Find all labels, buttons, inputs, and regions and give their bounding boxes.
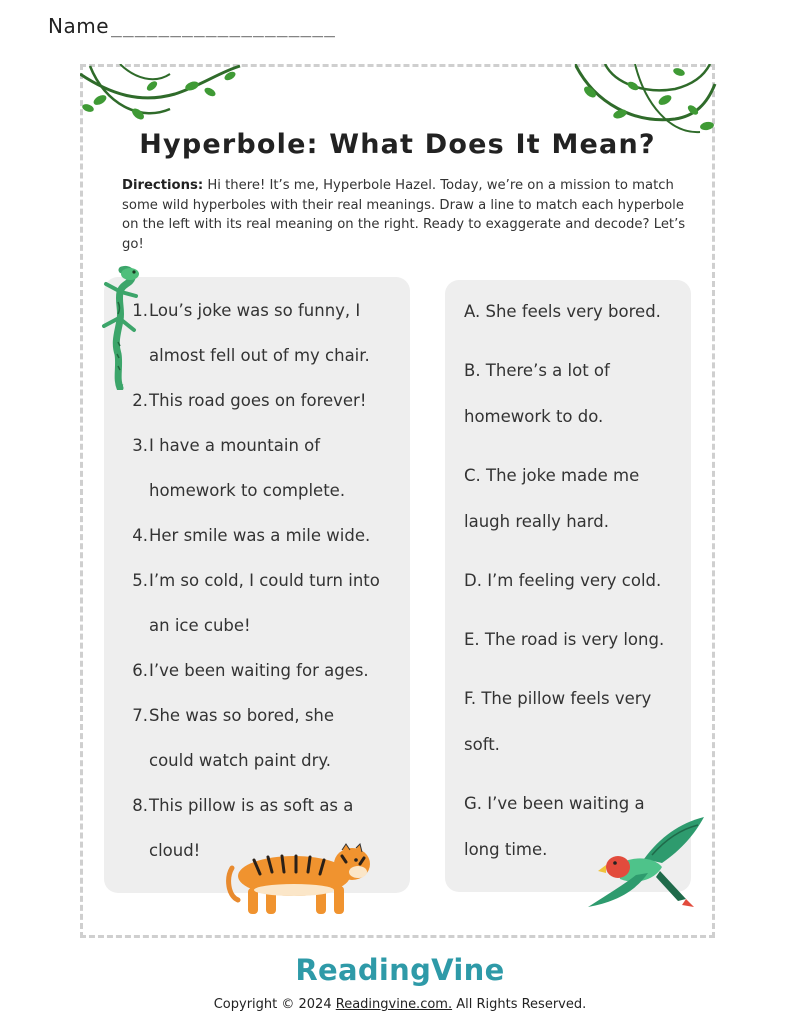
hyperbole-number: 6. [132,661,148,680]
hyperbole-text: cloud! [149,841,201,860]
hyperbole-text: I have a mountain of [149,436,321,455]
meaning-item: A. She feels very bored. [464,302,661,321]
hyperbole-number: 2. [132,391,148,410]
meaning-item: G. I’ve been waiting a [464,794,645,813]
meaning-item: E. The road is very long. [464,630,665,649]
hyperbole-number: 5. [132,571,148,590]
hyperbole-text: I’ve been waiting for ages. [149,661,369,680]
copyright-prefix: Copyright © 2024 [213,997,336,1012]
name-field[interactable] [48,14,336,38]
brand-logo: ReadingVine [295,953,505,987]
meaning-item: D. I’m feeling very cold. [464,571,662,590]
hyperbole-text: This pillow is as soft as a [149,796,354,815]
hyperbole-number: 7. [132,706,148,725]
meaning-item: soft. [464,735,500,754]
copyright-suffix: All Rights Reserved. [452,997,587,1012]
hyperbole-number: 8. [132,796,148,815]
hyperbole-text: could watch paint dry. [149,751,332,770]
hyperbole-text: Lou’s joke was so funny, I [149,301,361,320]
directions-label: Directions: [122,178,204,193]
meaning-item: laugh really hard. [464,512,609,531]
hyperbole-number: 1. [132,301,148,320]
hyperbole-text: an ice cube! [149,616,251,635]
vine-icon [80,64,250,126]
directions [122,176,687,254]
lizard-icon [92,262,144,390]
worksheet-title: Hyperbole: What Does It Mean? [139,129,656,160]
hyperbole-text: almost fell out of my chair. [149,346,370,365]
meaning-item: B. There’s a lot of [464,361,610,380]
meaning-item: C. The joke made me [464,466,640,485]
hyperbole-number: 3. [132,436,148,455]
tiger-icon [224,838,382,920]
hyperbole-text: This road goes on forever! [149,391,367,410]
parrot-icon [582,815,710,913]
meaning-item: homework to do. [464,407,604,426]
copyright-link[interactable]: Readingvine.com. [335,997,453,1012]
hyperbole-text: I’m so cold, I could turn into [149,571,380,590]
directions-text: Hi there! It’s me, Hyperbole Hazel. Today, we’re on a mission to match some wild hyperboles with their real meanings. Draw a line to match each hyperbole on the left with its real meaning on the right. Ready to exaggerate and decode? Let’s go! [122,178,686,252]
meaning-item: long time. [464,840,548,859]
name-blank[interactable]: ___________________ [111,17,336,38]
meaning-item: F. The pillow feels very [464,689,652,708]
hyperbole-text: Her smile was a mile wide. [149,526,371,545]
hyperbole-text: homework to complete. [149,481,346,500]
copyright [0,997,800,1012]
hyperbole-number: 4. [132,526,148,545]
name-label: Name [48,14,110,38]
hyperbole-text: She was so bored, she [149,706,335,725]
